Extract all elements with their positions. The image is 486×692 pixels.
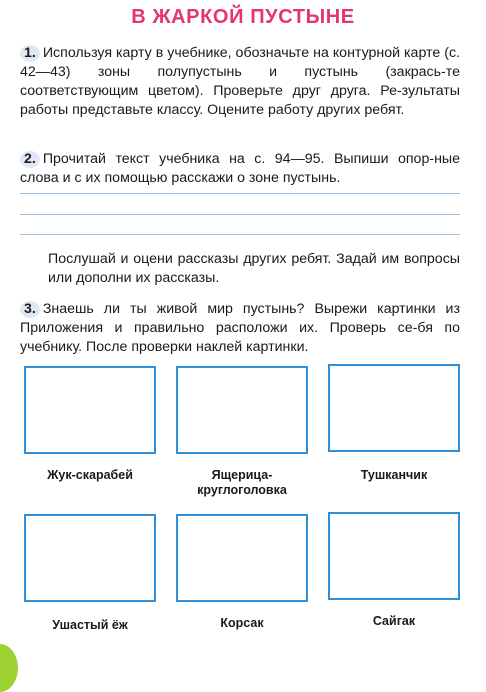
writing-line-1[interactable] [20, 193, 460, 194]
picture-box-6[interactable] [328, 512, 460, 600]
task-number-2: 2. [20, 151, 40, 168]
task-3-text: Знаешь ли ты живой мир пустынь? Вырежи картинки из Приложения и правильно расположи их. Проверь се-бя по учебнику. После проверки наклей картинки. [20, 301, 460, 355]
picture-box-2[interactable] [176, 366, 308, 454]
task-1-text: Используя карту в учебнике, обозначьте на контурной карте (с. 42—43) зоны полупустынь и пустынь (закрась-те соответствующим цветом). Проверьте друг друга. Ре-зультаты работы представьте классу. Оцените работу других ребят. [20, 45, 460, 118]
picture-box-1[interactable] [24, 366, 156, 454]
task-2-followup-text: Послушай и оцени рассказы других ребят. Задай им вопросы или дополни их рассказы. [48, 251, 460, 286]
writing-line-3[interactable] [20, 234, 460, 235]
task-number-3: 3. [20, 301, 40, 318]
writing-line-2[interactable] [20, 214, 460, 215]
caption-1: Жук-скарабей [47, 468, 133, 482]
task-number-1: 1. [20, 45, 40, 62]
task-2 [20, 150, 460, 188]
caption-2: Ящерица-круглоголовка [197, 468, 287, 497]
picture-box-4[interactable] [24, 514, 156, 602]
page-title: В ЖАРКОЙ ПУСТЫНЕ [131, 6, 355, 28]
caption-5: Корсак [220, 616, 264, 630]
task-2-followup [48, 250, 460, 288]
caption-3: Тушканчик [360, 468, 428, 482]
caption-4: Ушастый ёж [52, 618, 128, 632]
caption-6: Сайгак [372, 614, 416, 628]
picture-box-5[interactable] [176, 514, 308, 602]
page-corner-decoration [0, 644, 18, 692]
task-3 [20, 300, 460, 357]
task-1 [20, 44, 460, 120]
task-2-text: Прочитай текст учебника на с. 94—95. Выпиши опор-ные слова и с их помощью расскажи о зоне пустынь. [20, 151, 460, 186]
picture-box-3[interactable] [328, 364, 460, 452]
